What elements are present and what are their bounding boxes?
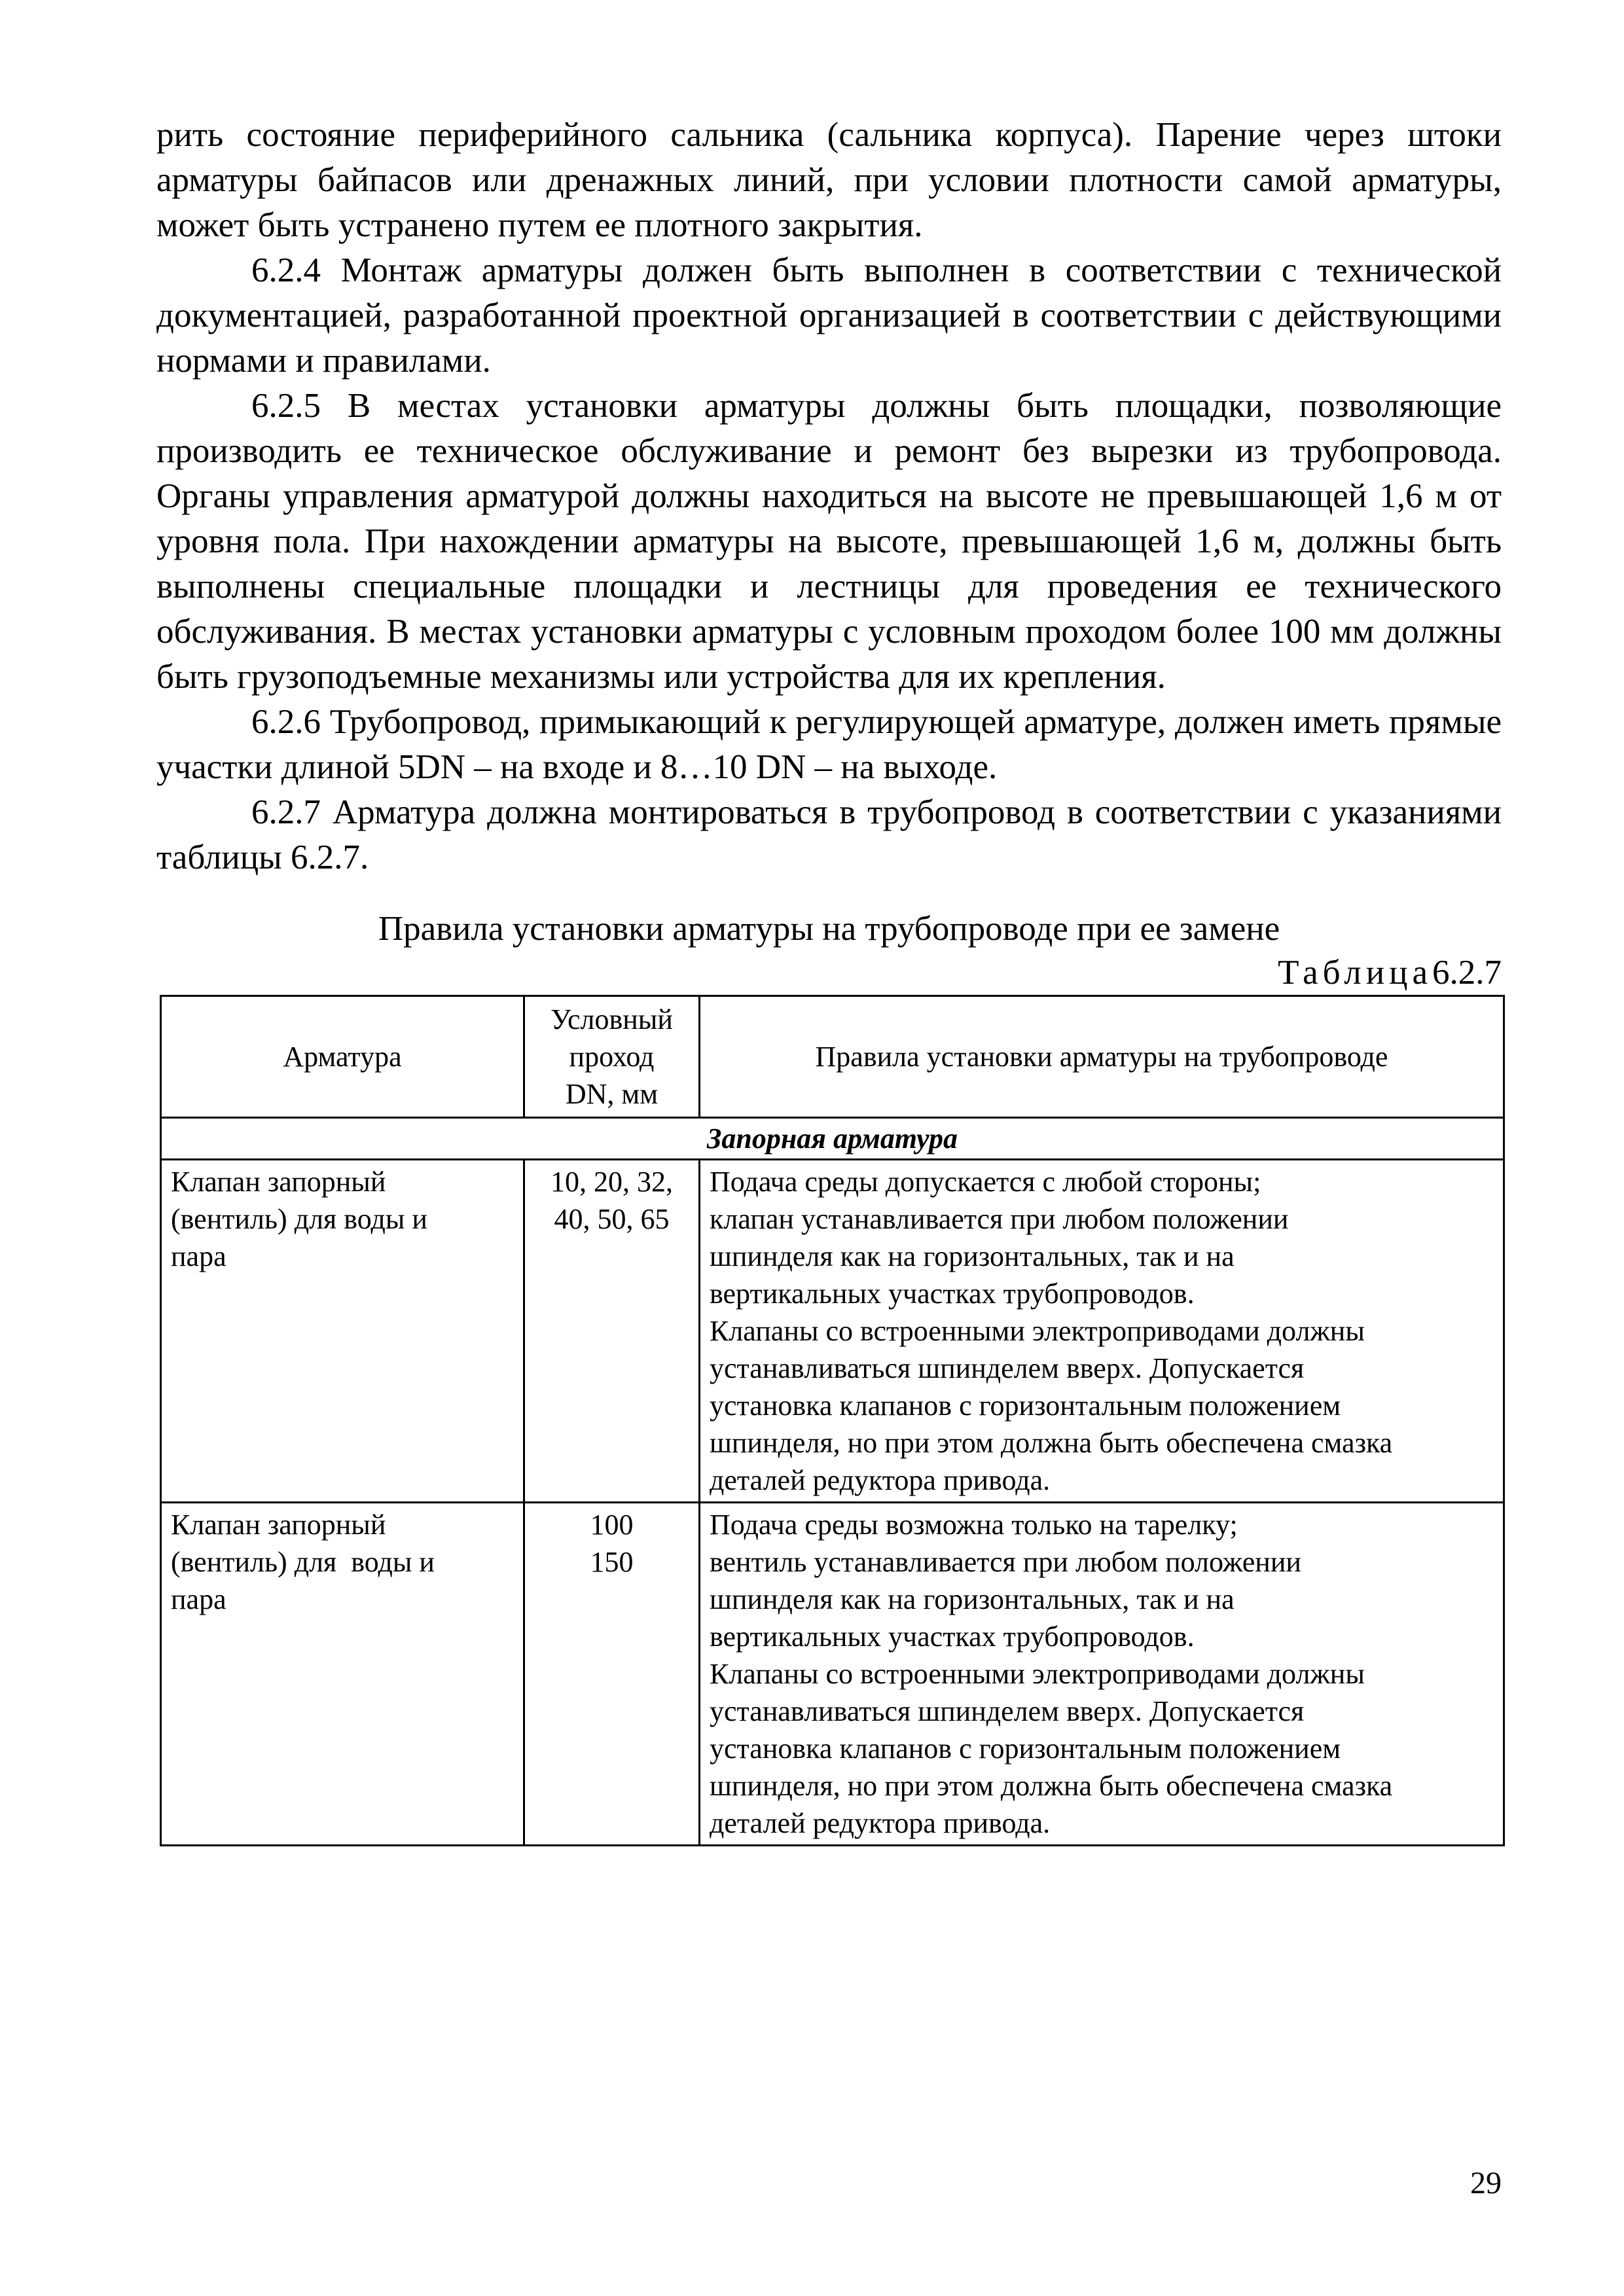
page-number: 29 — [1470, 2166, 1502, 2200]
paragraph-6-2-4: 6.2.4 Монтаж арматуры должен быть выполнен в соответствии с технической документацией, разработанной проектной организацией в соответствии с действующими нормами и правилами. — [156, 251, 1502, 380]
cell-line: вертикальных участках трубопроводов. — [710, 1621, 1195, 1653]
installation-rules-table — [160, 995, 1505, 1846]
cell-line: деталей редуктора привода. — [710, 1807, 1051, 1839]
cell-line: 10, 20, 32, — [550, 1166, 673, 1198]
header-armature: Арматура — [161, 996, 524, 1118]
table-row — [161, 1160, 1504, 1503]
header-dn-line: DN, мм — [565, 1078, 659, 1110]
table-row — [161, 1503, 1504, 1846]
body-text — [156, 113, 1502, 880]
cell-line: (вентиль) для воды и — [171, 1546, 435, 1578]
cell-armature-name — [161, 1160, 524, 1503]
table-label-number: 6.2.7 — [1432, 954, 1502, 992]
cell-line: клапан устанавливается при любом положении — [710, 1203, 1289, 1235]
section-title: Запорная арматура — [161, 1118, 1504, 1160]
paragraph-continuation: рить состояние периферийного сальника (сальника корпуса). Парение через штоки арматуры байпасов или дренажных линий, при условии плотности самой арматуры, может быть устранено путем ее плотного закрытия. — [156, 116, 1502, 244]
table-caption: Правила установки арматуры на трубопроводе при ее замене — [378, 910, 1280, 948]
cell-dn — [524, 1503, 700, 1846]
header-dn-line: проход — [569, 1041, 655, 1073]
cell-line: Клапаны со встроенными электроприводами должны — [710, 1315, 1365, 1347]
table-header-row — [161, 996, 1504, 1118]
cell-line: Подача среды допускается с любой стороны; — [710, 1166, 1261, 1198]
cell-line: 100 — [590, 1509, 634, 1541]
cell-line: пара — [171, 1583, 226, 1615]
section-row — [161, 1118, 1504, 1160]
cell-line: Подача среды возможна только на тарелку; — [710, 1509, 1238, 1541]
cell-line: (вентиль) для воды и — [171, 1203, 427, 1235]
paragraph-6-2-6: 6.2.6 Трубопровод, примыкающий к регулирующей арматуре, должен иметь прямые участки длиной 5DN – на входе и 8…10 DN – на выходе. — [156, 703, 1502, 786]
cell-line: шпинделя как на горизонтальных, так и на — [710, 1583, 1235, 1615]
cell-line: устанавливаться шпинделем вверх. Допускается — [710, 1352, 1305, 1384]
cell-line: вентиль устанавливается при любом положении — [710, 1546, 1301, 1578]
cell-line: установка клапанов с горизонтальным положением — [710, 1390, 1341, 1422]
cell-line: деталей редуктора привода. — [710, 1464, 1051, 1496]
cell-line: пара — [171, 1240, 226, 1272]
cell-line: Клапан запорный — [171, 1166, 386, 1198]
cell-line: 150 — [590, 1546, 634, 1578]
cell-line: шпинделя как на горизонтальных, так и на — [710, 1240, 1235, 1272]
cell-line: Клапан запорный — [171, 1509, 386, 1541]
table-label — [1278, 950, 1502, 996]
table-label-word: Таблица — [1278, 954, 1432, 992]
cell-line: устанавливаться шпинделем вверх. Допускается — [710, 1695, 1305, 1727]
cell-line: шпинделя, но при этом должна быть обеспечена смазка — [710, 1427, 1393, 1459]
cell-line: 40, 50, 65 — [554, 1203, 670, 1235]
cell-line: шпинделя, но при этом должна быть обеспечена смазка — [710, 1770, 1393, 1802]
header-dn — [524, 996, 700, 1118]
cell-armature-name — [161, 1503, 524, 1846]
cell-dn — [524, 1160, 700, 1503]
header-dn-line: Условный — [550, 1003, 673, 1035]
paragraph-6-2-5: 6.2.5 В местах установки арматуры должны быть площадки, позволяющие производить ее техническое обслуживание и ремонт без вырезки из трубопровода. Органы управления арматурой должны находиться на высоте не превышающей 1,6 м от уровня пола. При нахождении арматуры на высоте, превышающей 1,6 м, должны быть выполнены специальные площадки и лестницы для проведения ее технического обслуживания. В местах установки арматуры с условным проходом более 100 мм должны быть грузоподъемные механизмы или устройства для их крепления. — [156, 387, 1502, 696]
cell-rules — [700, 1503, 1504, 1846]
cell-line: Клапаны со встроенными электроприводами должны — [710, 1658, 1365, 1690]
cell-line: вертикальных участках трубопроводов. — [710, 1278, 1195, 1310]
header-rules: Правила установки арматуры на трубопроводе — [700, 996, 1504, 1118]
paragraph-6-2-7: 6.2.7 Арматура должна монтироваться в трубопровод в соответствии с указаниями таблицы 6.2.7. — [156, 793, 1502, 876]
cell-rules — [700, 1160, 1504, 1503]
cell-line: установка клапанов с горизонтальным положением — [710, 1732, 1341, 1765]
